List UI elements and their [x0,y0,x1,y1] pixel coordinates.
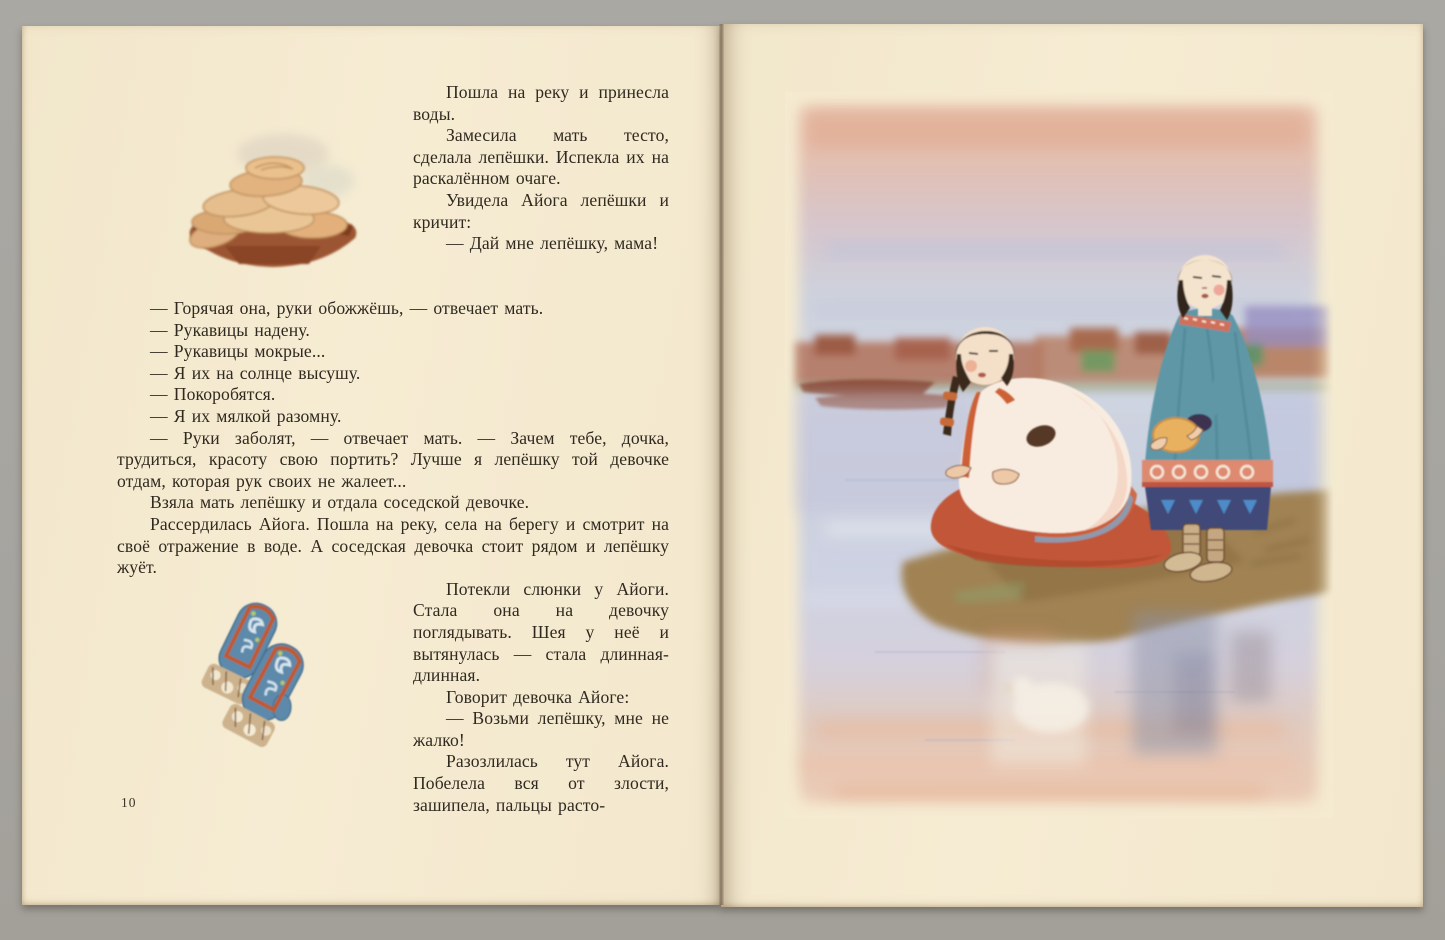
river-scene-illustration [785,92,1333,818]
story-paragraph: Говорит девочка Айоге: [446,686,630,707]
page-left [22,26,721,905]
text-block-top [117,82,669,298]
story-paragraph: Разозлилась тут Айога. Побелела вся от злости, зашипела, пальцы расто- [413,751,669,815]
story-paragraph: — Горячая она, руки обожжёшь, — отвечает мать. [150,298,544,318]
story-paragraph: Пошла на реку и принесла воды. [413,82,669,124]
story-paragraph: Замесила мать тесто, сделала лепёшки. Испекла их на раскалённом очаге. [413,125,669,189]
story-paragraph: Взяла мать лепёшку и отдала соседской девочке. [150,492,530,513]
story-paragraph: — Я их на солнце высушу. [150,362,361,383]
story-paragraph: Увидела Айога лепёшки и кричит: [413,189,669,232]
story-paragraph: — Дай мне лепёшку, мама! [446,233,659,254]
mittens-illustration [189,589,364,749]
story-paragraph: — Я их мялкой разомну. [150,405,342,426]
text-block-middle [117,298,669,579]
story-paragraph: Потекли слюнки у Айоги. Стала она на девочку поглядывать. Шея у неё и вытянулась — стала длинная-длинная. [413,578,669,686]
story-paragraph: Рассердилась Айога. Пошла на реку, села на берегу и смотрит на своё отражение в воде. А соседская девочка стоит рядом и лепёшку жуёт. [117,513,669,578]
story-paragraph: — Покоробятся. [150,384,276,405]
text-block-bottom [117,579,669,847]
story-paragraph: — Рукавицы надену. [150,319,310,340]
story-text [117,82,669,847]
story-paragraph: — Возьми лепёшку, мне не жалко! [413,708,669,750]
page-right [721,24,1423,907]
story-paragraph: — Рукавицы мокрые... [150,341,326,362]
plate-of-flatbreads-illustration [163,126,383,274]
page-spine [719,24,724,905]
story-paragraph: — Руки заболят, — отвечает мать. — Зачем тебе, дочка, трудиться, красоту свою портить? Лучше я лепёшку той девочке отдам, которая рук своих не жалеет... [117,427,669,491]
page-number: 10 [121,795,137,810]
